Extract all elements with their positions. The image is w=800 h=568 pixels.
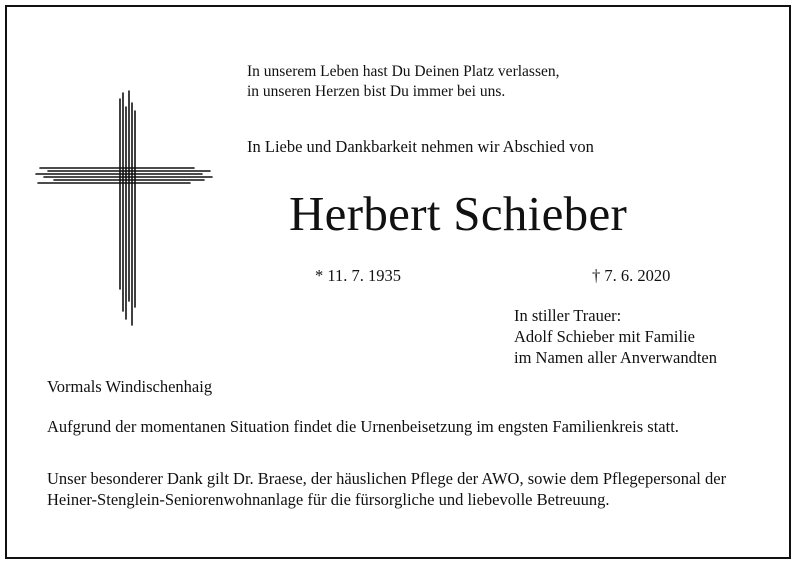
obituary-notice <box>5 5 791 559</box>
burial-note: Aufgrund der momentanen Situation findet die Urnenbeisetzung im engsten Familienkreis statt. <box>47 417 679 436</box>
cross-icon <box>34 89 214 329</box>
birth-date: * 11. 7. 1935 <box>315 266 402 285</box>
poem-line: In unserem Leben hast Du Deinen Platz verlassen, <box>247 63 560 80</box>
mourners-line: Adolf Schieber mit Familie <box>514 327 696 346</box>
former-residence: Vormals Windischenhaig <box>47 377 213 396</box>
death-date: † 7. 6. 2020 <box>592 266 671 285</box>
mourners-block <box>514 305 717 368</box>
mourners-line: im Namen aller Anverwandten <box>514 348 717 367</box>
deceased-name: Herbert Schieber <box>289 186 628 241</box>
farewell-intro: In Liebe und Dankbarkeit nehmen wir Abschied von <box>247 137 594 156</box>
poem-text <box>247 62 559 102</box>
poem-line: in unseren Herzen bist Du immer bei uns. <box>247 83 506 100</box>
mourners-line: In stiller Trauer: <box>514 306 622 325</box>
thanks-note: Unser besonderer Dank gilt Dr. Braese, der häuslichen Pflege der AWO, sowie dem Pflegepersonal der Heiner-Stenglein-Seniorenwohnanlage für die fürsorgliche und liebevolle Betreuung. <box>47 469 727 509</box>
